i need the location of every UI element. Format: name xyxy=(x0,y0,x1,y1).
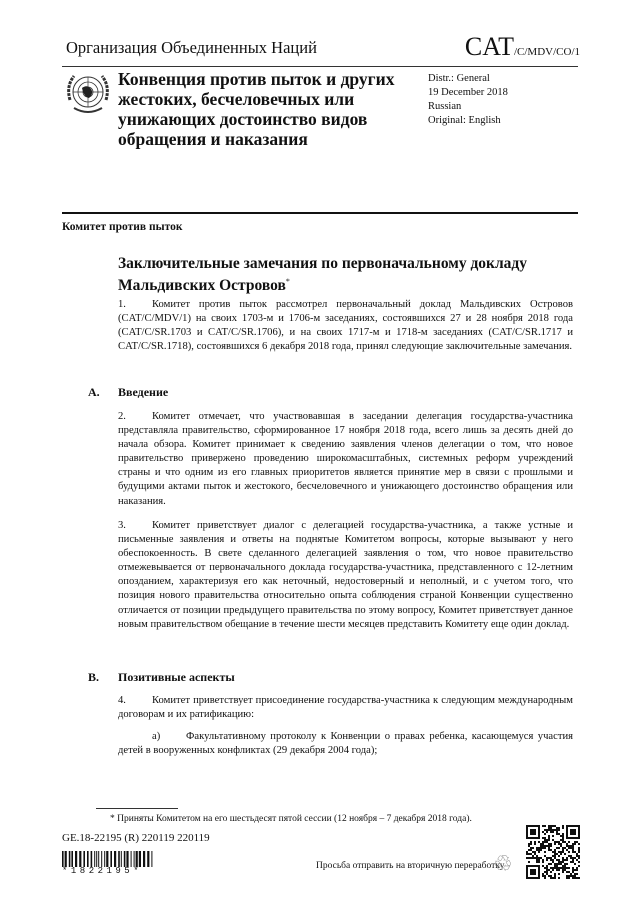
paragraph-2: 2. Комитет отмечает, что участвовавшая в заседании делегация государства-участника представляла правительство, сформированное 17 ноября 2018 года, всего лишь за десять дней до начала обзора. Комитет принимает к сведению заявления членов делегации о том, что новое правительство привержено проведению широкомасштабных, системных реформ учреждений страны и что одним из его главных приоритетов является принятие мер в связи с прошлыми и будущими актами пыток и жестокого, бесчеловечного и унижающего достоинство обращения или наказания. xyxy=(118,411,573,507)
recycle-icon: ♲ xyxy=(493,851,513,876)
thick-divider xyxy=(62,212,578,214)
barcode-icon xyxy=(62,851,154,867)
divider xyxy=(62,66,578,67)
footnote: * Приняты Комитетом на его шестьдесят пятой сессии (12 ноября – 7 декабря 2018 года). xyxy=(110,814,472,824)
paragraph-1: 1. Комитет против пыток рассмотрел первоначальный доклад Мальдивских Островов (CAT/C/MDV/1) на своих 1703-м и 1706-м заседаниях, состоявшихся 27 и 28 ноября 2018 года (CAT/C/SR.1703 и CAT/C/SR.1706), и на своих 1717-м и 1718-м заседаниях (CAT/C/SR.1717 и CAT/C/SR.1718), состоявшихся 6 декабря 2018 года, принял следующие заключительные замечания. xyxy=(118,299,573,353)
distribution-info: Distr.: General 19 December 2018 Russian Original: English xyxy=(428,73,508,126)
convention-title: Конвенция против пыток и других жестоких, бесчеловечных или унижающих достоинство видов обращения и наказания xyxy=(118,69,395,149)
committee-name: Комитет против пыток xyxy=(62,221,183,233)
paragraph-3: 3. Комитет приветствует диалог с делегацией государства-участника, а также устные и письменные заявления и ответы на поднятые Комитетом вопросы, которые вызывают у него обеспокоенность. В свете сделанного делегацией заявления о том, что новое правительство отмежевывается от первоначального доклада государства-участника, представленного с 12-летним опозданием, характеризуя его как неточный, недостоверный и неполный, и с учетом того, что позиция нового правительства относительно опыта соблюдения страной Конвенции существенно отличается от позиции предыдущего правительства по этому вопросу, Комитет приветствует данное новым правительством обещание в течение шести месяцев представить Комитету еще один доклад. xyxy=(118,520,573,630)
paragraph-4: 4. Комитет приветствует присоединение государства-участника к следующим международным договорам и их ратификацию: xyxy=(118,695,573,721)
job-number: GE.18-22195 (R) 220119 220119 xyxy=(62,832,210,844)
document-symbol: CAT/C/MDV/CO/1 xyxy=(464,32,580,61)
document-heading: Заключительные замечания по первоначальному докладу Мальдивских Островов* xyxy=(118,255,528,295)
section-b-heading: B. Позитивные аспекты xyxy=(88,670,235,684)
barcode-number: *1822195* xyxy=(62,866,143,876)
subparagraph-a: a) Факультативному протоколу к Конвенции о правах ребенка, касающемуся участия детей в вооруженных конфликтах (29 декабря 2004 года); xyxy=(118,731,573,757)
section-a-heading: A. Введение xyxy=(88,385,169,399)
qr-code-icon xyxy=(526,825,580,879)
footnote-divider xyxy=(96,808,178,809)
organization-name: Организация Объединенных Наций xyxy=(66,38,317,57)
un-emblem-icon xyxy=(64,70,112,118)
recycle-notice: Просьба отправить на вторичную переработку xyxy=(316,861,505,871)
